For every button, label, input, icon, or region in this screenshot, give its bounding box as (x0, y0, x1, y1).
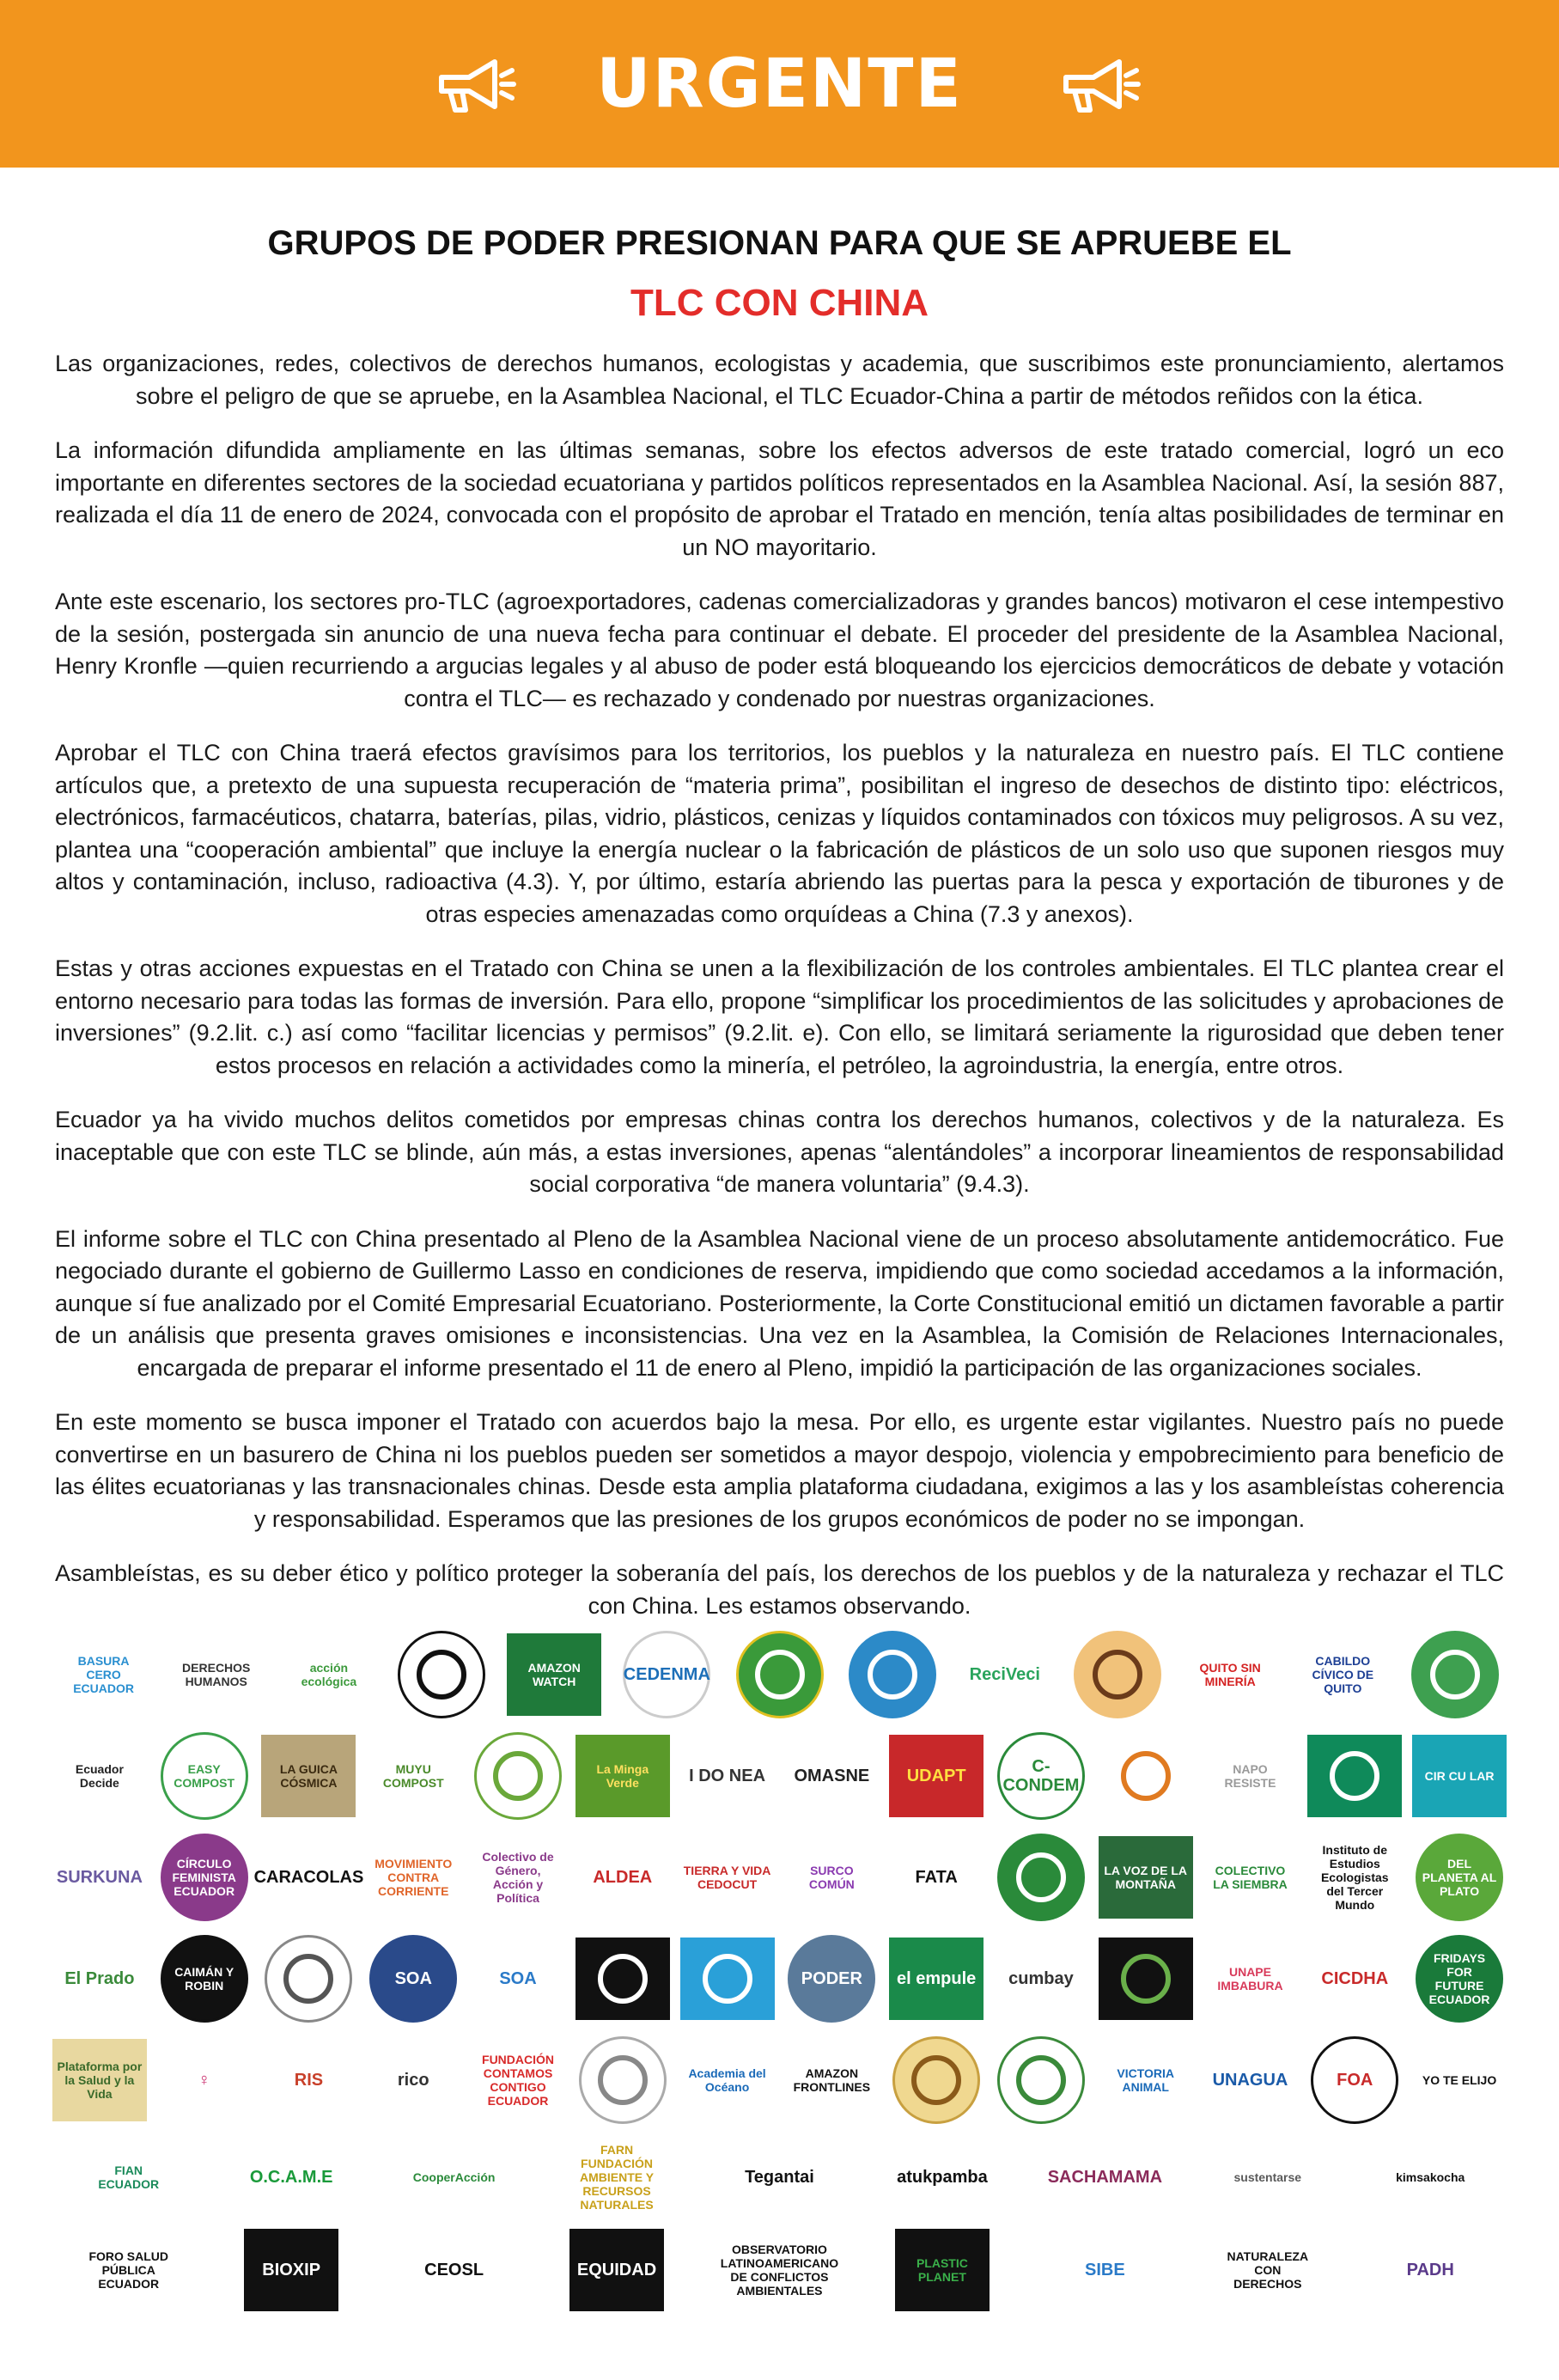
organization-logo (993, 1733, 1089, 1819)
organization-logo (575, 2037, 671, 2123)
logo-row (47, 2224, 1512, 2316)
logo-mark (244, 2136, 338, 2218)
logo-mark (366, 1836, 460, 1919)
logo-text: CABILDO CÍVICO DE QUITO (1312, 1654, 1374, 1695)
logo-text: AMAZON WATCH (527, 1661, 581, 1688)
logo-mark (958, 1633, 1052, 1716)
logo-text: CIR CU LAR (1424, 1769, 1495, 1783)
organization-logo (52, 2227, 205, 2313)
logo-mark (784, 2039, 879, 2121)
logo-text: FUNDACIÓN CONTAMOS CONTIGO ECUADOR (482, 2053, 555, 2108)
round-emblem-icon (1074, 1631, 1161, 1718)
organization-logo (993, 1936, 1089, 2022)
emblem-icon (1016, 2055, 1066, 2105)
logo-mark (261, 2039, 356, 2121)
organization-logo (615, 1632, 719, 1718)
organization-logo (539, 2134, 693, 2220)
logo-text: CICDHA (1321, 1969, 1389, 1988)
logo-mark (575, 1836, 670, 1919)
round-emblem-icon (369, 1935, 457, 2023)
emblem-icon (1093, 1650, 1142, 1700)
logo-mark (1295, 1633, 1390, 1716)
logo-text: AMAZON FRONTLINES (793, 2066, 871, 2094)
organization-logo (575, 1834, 671, 1920)
round-emblem-icon (161, 1732, 248, 1820)
logo-text: CAIMÁN Y ROBIN (174, 1965, 234, 1992)
organization-logo (52, 2037, 148, 2123)
organization-logo (365, 1936, 461, 2022)
organization-logo (575, 1936, 671, 2022)
organization-logo (1203, 1834, 1299, 1920)
logo-mark (895, 2229, 990, 2311)
logo-mark (1221, 2136, 1315, 2218)
emblem-icon (1121, 1954, 1171, 2004)
logo-text: UDAPT (906, 1767, 966, 1785)
round-emblem-icon (623, 1631, 710, 1718)
organization-logo (365, 1733, 461, 1819)
round-emblem-icon (1416, 1834, 1503, 1921)
organization-logo (470, 1936, 566, 2022)
logo-text: BASURA CERO ECUADOR (73, 1654, 134, 1695)
megaphone-icon (416, 41, 519, 127)
organization-logo (1098, 1834, 1194, 1920)
organization-logo (164, 1632, 268, 1718)
organization-logo (1191, 2134, 1344, 2220)
logo-text: TIERRA Y VIDA CEDOCUT (683, 1864, 771, 1891)
logo-text: NATURALEZA CON DERECHOS (1227, 2249, 1309, 2291)
logo-mark (1307, 1938, 1402, 2020)
logo-mark (1099, 1938, 1193, 2020)
organization-logo (1306, 1936, 1403, 2022)
emblem-icon (1330, 1751, 1379, 1801)
round-emblem-icon (161, 1834, 248, 1921)
organization-logo (502, 1632, 606, 1718)
logo-text: Plataforma por la Salud y la Vida (57, 2060, 143, 2101)
logo-mark (1047, 2136, 1163, 2218)
organization-logo (156, 1733, 253, 1819)
logo-text: Instituto de Estudios Ecologistas del Tercer Mundo (1320, 1843, 1389, 1912)
logo-text: RIS (294, 2071, 324, 2090)
logo-text: FOA (1337, 2071, 1373, 2090)
logo-mark (575, 1938, 670, 2020)
logo-text: Colectivo de Género, Acción y Política (482, 1850, 554, 1905)
logo-text: Academia del Océano (688, 2066, 766, 2094)
round-emblem-icon (736, 1631, 824, 1718)
logo-text: cumbay (1008, 1969, 1074, 1988)
logo-mark (253, 1836, 364, 1919)
organization-logo (156, 1834, 253, 1920)
emblem-icon (598, 2055, 648, 2105)
emblem-icon (1430, 1650, 1480, 1700)
organization-logo (1028, 2227, 1182, 2313)
logo-mark (575, 1735, 670, 1817)
logo-text: El Prado (64, 1969, 135, 1988)
banner-title: URGENTE (596, 45, 963, 123)
logo-mark (680, 1735, 775, 1817)
logo-mark (569, 2136, 664, 2218)
logo-mark (1099, 1735, 1193, 1817)
logo-mark (471, 1836, 565, 1919)
logo-text: Tegantai (745, 2168, 814, 2187)
emblem-icon (868, 1650, 917, 1700)
organization-logo (156, 1936, 253, 2022)
organization-logo (365, 2037, 461, 2123)
logo-mark (471, 1938, 565, 2020)
logo-mark (244, 2229, 338, 2311)
logo-mark (680, 1938, 775, 2020)
logo-text: DERECHOS HUMANOS (182, 1661, 251, 1688)
paragraph: La información difundida ampliamente en las últimas semanas, sobre los efectos adversos de este tratado comercial, logró un eco importante en diferentes sectores de la sociedad ecuatoriana y partidos políticos representados en la Asamblea Nacional. Así, la sesión 887, realizada el día 11 de enero de 2024, convocada con el propósito de aprobar el Tratado en mención, tenía altas posibilidades de terminar en un NO mayoritario. (55, 437, 1504, 560)
logo-text: FARN FUNDACIÓN AMBIENTE Y RECURSOS NATURALES (579, 2143, 655, 2212)
organization-logo (156, 2037, 253, 2123)
logo-text: LA GUICA CÓSMICA (279, 1762, 338, 1790)
logo-text: CÍRCULO FEMINISTA ECUADOR (172, 1857, 236, 1898)
logo-row (47, 1624, 1512, 1725)
round-emblem-icon (1416, 1935, 1503, 2023)
organization-logo (888, 1733, 984, 1819)
emblem-icon (598, 1954, 648, 2004)
organization-logo (1065, 1632, 1169, 1718)
round-emblem-icon (892, 2036, 980, 2124)
logo-mark (82, 2136, 176, 2218)
round-emblem-icon (997, 2036, 1085, 2124)
logo-mark (680, 2039, 775, 2121)
emblem-icon (283, 1954, 333, 2004)
organization-logo (993, 2037, 1089, 2123)
logo-mark (82, 2229, 176, 2311)
organization-logo (1411, 1936, 1507, 2022)
logo-text: ♀ (198, 2071, 211, 2090)
logo-text: SOA (499, 1969, 537, 1988)
organization-logo (703, 2227, 856, 2313)
logo-text: sustentarse (1233, 2170, 1302, 2184)
logo-mark (52, 1836, 147, 1919)
organization-logo (783, 1834, 880, 1920)
logo-text: DEL PLANETA AL PLATO (1422, 1857, 1497, 1898)
organization-logo (703, 2134, 856, 2220)
logo-mark (57, 1633, 151, 1716)
organization-logo (1404, 1632, 1507, 1718)
logo-text: FATA (915, 1868, 958, 1887)
headline-line2: TLC CON CHINA (630, 282, 929, 325)
logo-mark (1221, 2229, 1315, 2311)
logo-mark (1183, 1633, 1277, 1716)
logo-mark (282, 1633, 376, 1716)
organization-logo (953, 1632, 1057, 1718)
round-emblem-icon (997, 1834, 1085, 1921)
logo-mark (895, 2136, 990, 2218)
logo-mark (1203, 2039, 1297, 2121)
organization-logo (783, 2037, 880, 2123)
logo-text: SACHAMAMA (1047, 2168, 1163, 2187)
headline-line1: GRUPOS DE PODER PRESIONAN PARA QUE SE APRUEBE EL (267, 224, 1292, 263)
logo-mark (1383, 2136, 1477, 2218)
organization-logo (214, 2227, 368, 2313)
round-emblem-icon (997, 1732, 1085, 1820)
organization-logo (888, 1834, 984, 1920)
paragraph: Aprobar el TLC con China traerá efectos gravísimos para los territorios, los pueblos y la naturaleza en nuestro país. El TLC contiene artículos que, a pretexto de una supuesta recuperación de “materia prima”, posibilitan el ingreso de desechos de distinto tipo: eléctricos, electrónicos, farmacéuticos, chatarra, baterías, pilas, vidrio, plásticos, cenizas y líquidos contaminados con tóxicos muy peligrosos. A su vez, plantea una “cooperación ambiental” que incluye la energía nuclear o la fabricación de plásticos de un solo uso que suponen riesgos muy altos y contaminación, incluso, radioactiva (4.3). Y, por último, estaría abriendo las puertas para la pesca y exportación de tiburones y de otras especies amenazadas como orquídeas a China (7.3 y anexos). (55, 740, 1504, 927)
logo-row (47, 2029, 1512, 2131)
logo-mark (52, 1938, 147, 2020)
logo-mark (732, 2136, 826, 2218)
round-emblem-icon (849, 1631, 936, 1718)
organization-logo (52, 1733, 148, 1819)
emblem-icon (417, 1650, 466, 1700)
organization-logo (1203, 2037, 1299, 2123)
logo-text: VICTORIA ANIMAL (1117, 2066, 1175, 2094)
organization-logo (1306, 1733, 1403, 1819)
paragraph: Asambleístas, es su deber ético y político proteger la soberanía del país, los derechos de los pueblos y de la naturaleza y rechazar el TLC con China. Les estamos observando. (55, 1560, 1504, 1619)
logo-mark (1203, 1836, 1297, 1919)
logo-text: acción ecológica (301, 1661, 357, 1688)
logo-mark (1383, 2229, 1477, 2311)
organization-logo (679, 1834, 776, 1920)
organization-logo (1191, 2227, 1344, 2313)
round-emblem-icon (788, 1935, 875, 2023)
organization-logo (679, 2037, 776, 2123)
organization-logo (1178, 1632, 1282, 1718)
organization-logo (728, 1632, 831, 1718)
logo-mark (261, 1735, 356, 1817)
megaphone-icon (1040, 41, 1143, 127)
organization-logo (1098, 2037, 1194, 2123)
round-emblem-icon (161, 1935, 248, 2023)
round-emblem-icon (579, 2036, 667, 2124)
logo-text: FORO SALUD PÚBLICA ECUADOR (88, 2249, 168, 2291)
logo-text: La Minga Verde (596, 1762, 649, 1790)
logo-mark (52, 1735, 147, 1817)
logo-text: PODER (801, 1969, 862, 1988)
organization-logo (253, 1834, 364, 1920)
emblem-icon (911, 2055, 961, 2105)
organization-logo (261, 1936, 357, 2022)
organization-logo (1411, 2037, 1507, 2123)
organization-logo (365, 1834, 461, 1920)
paragraph: Ecuador ya ha vivido muchos delitos cometidos por empresas chinas contra los derechos humanos, colectivos y de la naturaleza. Es inaceptable que con este TLC se blinde, aún más, a estas inversiones, apenas “alentándoles” a incorporar lineamientos de responsabilidad social corporativa “de manera voluntaria” (9.4.3). (55, 1107, 1504, 1197)
logo-text: el empule (897, 1969, 977, 1988)
logo-mark (1412, 1735, 1507, 1817)
logo-text: atukpamba (897, 2168, 988, 2187)
organization-logo (865, 2134, 1019, 2220)
logo-mark (407, 2136, 502, 2218)
organization-logo (377, 2227, 531, 2313)
logo-text: MUYU COMPOST (382, 1762, 444, 1790)
organization-logo (1411, 1834, 1507, 1920)
logo-text: UNAPE IMBABURA (1217, 1965, 1283, 1992)
organization-logo (261, 1733, 357, 1819)
logo-text: CEOSL (424, 2261, 484, 2279)
organization-logo (1306, 2037, 1403, 2123)
emblem-icon (1121, 1751, 1171, 1801)
logo-row (47, 2131, 1512, 2224)
organization-logo (679, 1936, 776, 2022)
organization-logo (1354, 2227, 1507, 2313)
logo-text: BIOXIP (262, 2261, 321, 2279)
organization-logo (52, 2134, 205, 2220)
logo-text: SURKUNA (56, 1868, 143, 1887)
logo-mark (569, 2229, 664, 2311)
logo-text: kimsakocha (1396, 2170, 1465, 2184)
logo-mark (1307, 1836, 1402, 1919)
logo-mark (1307, 1735, 1402, 1817)
logo-text: FRIDAYS FOR FUTURE ECUADOR (1428, 1951, 1490, 2006)
logo-mark (889, 1735, 984, 1817)
logo-text: UNAGUA (1212, 2071, 1288, 2090)
round-emblem-icon (265, 1935, 352, 2023)
logo-row (47, 1928, 1512, 2029)
organization-logo (470, 1834, 566, 1920)
logo-mark (157, 2039, 252, 2121)
logo-text: CEDENMA (623, 1665, 710, 1684)
organization-logo (277, 1632, 381, 1718)
organization-logo (840, 1632, 944, 1718)
logo-text: C-CONDEM (1002, 1757, 1080, 1795)
organization-logo (470, 2037, 566, 2123)
organization-logo (1098, 1936, 1194, 2022)
logo-text: PLASTIC PLANET (916, 2256, 968, 2284)
organization-logo (888, 2037, 984, 2123)
paragraph: Ante este escenario, los sectores pro-TLC (agroexportadores, cadenas comercializadoras y grandes bancos) motivaron el cese intempestivo de la sesión, postergada sin anuncio de una nueva fecha para continuar el debate. El proceder del presidente de la Asamblea Nacional, Henry Kronfle —quien recurriendo a argucias legales y al abuso de poder está bloqueando los ejercicios democráticos de debate y votación contra el TLC— es rechazado y condenado por nuestras organizaciones. (55, 589, 1504, 711)
logo-mark (366, 2039, 460, 2121)
organization-logo (261, 2037, 357, 2123)
emblem-icon (703, 1954, 752, 2004)
organization-logo (389, 1632, 493, 1718)
logo-text: OBSERVATORIO LATINOAMERICANO DE CONFLICTOS AMBIENTALES (720, 2243, 839, 2298)
logo-text: EASY COMPOST (174, 1762, 235, 1790)
organization-logo (1203, 1733, 1299, 1819)
logo-mark (994, 1938, 1088, 2020)
logo-text: NAPO RESISTE (1224, 1762, 1276, 1790)
round-emblem-icon (474, 1732, 562, 1820)
organization-logo (52, 1632, 155, 1718)
logo-mark (52, 2039, 147, 2121)
organization-logo (52, 1834, 148, 1920)
logo-mark (1099, 1836, 1193, 1919)
logo-mark (507, 1633, 601, 1716)
logo-mark (407, 2229, 502, 2311)
round-emblem-icon (1311, 2036, 1398, 2124)
organization-logo (1028, 2134, 1182, 2220)
paragraph: Las organizaciones, redes, colectivos de derechos humanos, ecologistas y academia, que suscribimos este pronunciamiento, alertamos sobre el peligro de que se apruebe, en la Asamblea Nacional, el TLC Ecuador-China a partir de métodos reñidos con la ética. (55, 351, 1504, 409)
logo-text: CooperAcción (412, 2170, 496, 2184)
logo-mark (784, 1836, 879, 1919)
organization-logo (575, 1733, 671, 1819)
logo-text: ALDEA (593, 1868, 653, 1887)
round-emblem-icon (1411, 1631, 1499, 1718)
organization-logo (1411, 1733, 1507, 1819)
organization-logo (1354, 2134, 1507, 2220)
organization-logo (888, 1936, 984, 2022)
organization-logo (865, 2227, 1019, 2313)
logo-text: LA VOZ DE LA MONTAÑA (1104, 1864, 1188, 1891)
logo-text: CARACOLAS (253, 1868, 364, 1887)
logo-mark (889, 1938, 984, 2020)
logo-text: SURCO COMÚN (808, 1864, 855, 1891)
organization-logo (377, 2134, 531, 2220)
logo-mark (1099, 2039, 1193, 2121)
logo-text: Ecuador Decide (75, 1762, 124, 1790)
paragraph: El informe sobre el TLC con China presentado al Pleno de la Asamblea Nacional viene de un proceso absolutamente antidemocrático. Fue negociado durante el gobierno de Guillermo Lasso en condiciones de reserva, impidiendo que como sociedad accedamos a la información, aunque sí fue analizado por el Comité Empresarial Ecuatoriano. Posteriormente, la Corte Constitucional emitió un dictamen favorable a partir de un análisis que presenta graves omisiones e inconsistencias. Una vez en la Asamblea, la Comisión de Relaciones Internacionales, encargada de preparar el informe presentado el 11 de enero al Pleno, impidió la participación de las organizaciones sociales. (55, 1225, 1504, 1381)
organization-logo (52, 1936, 148, 2022)
round-emblem-icon (398, 1631, 485, 1718)
organization-logo (783, 1936, 880, 2022)
organization-logo (214, 2134, 368, 2220)
organization-logo (1203, 1936, 1299, 2022)
organization-logo (470, 1733, 566, 1819)
logo-text: EQUIDAD (576, 2261, 657, 2279)
logo-mark (1203, 1735, 1297, 1817)
logo-mark (1412, 2039, 1507, 2121)
emblem-icon (1016, 1852, 1066, 1902)
logo-mark (720, 2229, 839, 2311)
emblem-icon (493, 1751, 543, 1801)
logo-text: FIAN ECUADOR (98, 2163, 160, 2191)
logo-mark (1057, 2229, 1152, 2311)
logo-mark (366, 1735, 460, 1817)
statement-body (55, 348, 1504, 1645)
organization-logo (539, 2227, 693, 2313)
logo-row (47, 1827, 1512, 1928)
logo-mark (889, 1836, 984, 1919)
logo-text: OMASNE (794, 1767, 870, 1785)
organization-logo (993, 1834, 1089, 1920)
logo-text: MOVIMIENTO CONTRA CORRIENTE (375, 1857, 453, 1898)
organization-logo (1098, 1733, 1194, 1819)
logo-row (47, 1725, 1512, 1827)
headline (0, 224, 1559, 325)
organization-logo (1291, 1632, 1395, 1718)
logo-mark (1203, 1938, 1297, 2020)
signatory-logos (47, 1624, 1512, 2316)
paragraph: En este momento se busca imponer el Tratado con acuerdos bajo la mesa. Por ello, es urgente estar vigilantes. Nuestro país no puede convertirse en un basurero de China ni los pueblos pueden ser sometidos a mayor despojo, violencia y empobrecimiento para beneficio de las élites ecuatorianas y las transnacionales chinas. Desde esta amplia plataforma ciudadana, exigimos a las y los asambleístas coherencia y responsabilidad. Esperamos que las presiones de los grupos económicos de poder no se impongan. (55, 1409, 1504, 1532)
logo-text: I DO NEA (689, 1767, 766, 1785)
organization-logo (783, 1733, 880, 1819)
organization-logo (1306, 1834, 1403, 1920)
logo-mark (169, 1633, 264, 1716)
organization-logo (679, 1733, 776, 1819)
emblem-icon (755, 1650, 805, 1700)
logo-text: SOA (394, 1969, 432, 1988)
urgent-banner (0, 0, 1559, 168)
logo-text: rico (397, 2071, 429, 2090)
logo-text: COLECTIVO LA SIEMBRA (1213, 1864, 1288, 1891)
logo-mark (680, 1836, 775, 1919)
logo-text: O.C.A.M.E (249, 2168, 333, 2187)
paragraph: Estas y otras acciones expuestas en el Tratado con China se unen a la flexibilización de los controles ambientales. El TLC plantea crear el entorno necesario para todas las formas de inversión. Para ello, propone “simplificar los procedimientos de las solicitudes y aprobaciones de inversiones” (9.2.lit. c.) así como “facilitar licencias y permisos” (9.2.lit. e). Con ello, se limitará seriamente la rigurosidad que deben tener estos procesos en relación a actividades como la minería, el petróleo, la agroindustria, la energía, entre otros. (55, 955, 1504, 1078)
logo-text: QUITO SIN MINERÍA (1199, 1661, 1261, 1688)
logo-mark (784, 1735, 879, 1817)
logo-text: PADH (1406, 2261, 1454, 2279)
logo-text: ReciVeci (969, 1665, 1040, 1684)
logo-text: SIBE (1085, 2261, 1125, 2279)
logo-mark (471, 2039, 565, 2121)
logo-text: YO TE ELIJO (1422, 2073, 1497, 2087)
